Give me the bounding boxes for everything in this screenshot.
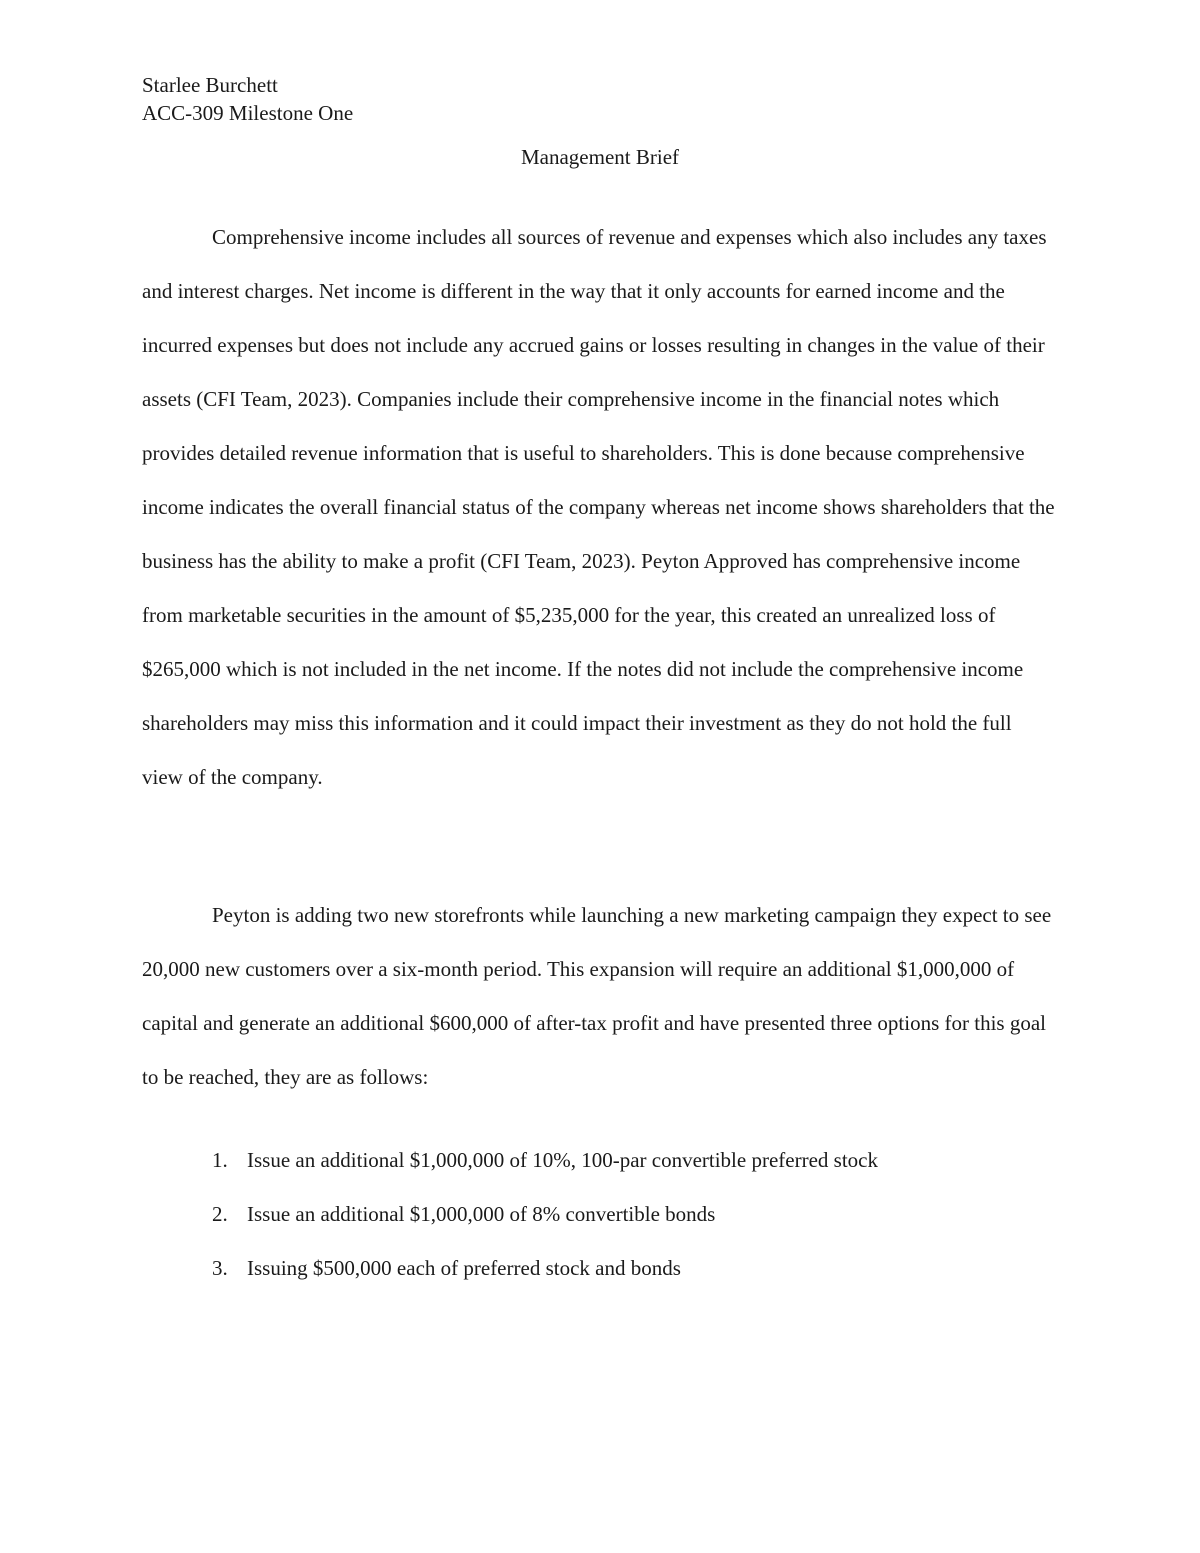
list-item-text: Issuing $500,000 each of preferred stock and bonds <box>247 1256 681 1280</box>
list-item-number: 3. <box>212 1256 228 1280</box>
document-title: Management Brief <box>520 145 680 169</box>
list-item <box>142 1187 1056 1241</box>
paragraph-expansion: Peyton is adding two new storefronts while launching a new marketing campaign they expect to see 20,000 new customers over a six-month period. This expansion will require an additional $1,000,000 of capital and generate an additional $600,000 of after-tax profit and have presented three options for this goal to be reached, they are as follows: <box>142 903 1052 1089</box>
paragraph-comprehensive-income: Comprehensive income includes all sources of revenue and expenses which also includes any taxes and interest charges. Net income is different in the way that it only accounts for earned income and the incurred expenses but does not include any accrued gains or losses resulting in changes in the value of their assets (CFI Team, 2023). Companies include their comprehensive income in the financial notes which provides detailed revenue information that is useful to shareholders. This is done because comprehensive income indicates the overall financial status of the company whereas net income shows shareholders that the business has the ability to make a profit (CFI Team, 2023). Peyton Approved has comprehensive income from marketable securities in the amount of $5,235,000 for the year, this created an unrealized loss of $265,000 which is not included in the net income. If the notes did not include the comprehensive income shareholders may miss this information and it could impact their investment as they do not hold the full view of the company. <box>142 225 1055 789</box>
list-item-number: 1. <box>212 1148 228 1172</box>
list-item-number: 2. <box>212 1202 228 1226</box>
list-item <box>142 1241 1056 1295</box>
course-title: ACC-309 Milestone One <box>142 101 354 125</box>
list-item <box>142 1133 1056 1187</box>
list-item-text: Issue an additional $1,000,000 of 8% convertible bonds <box>247 1202 716 1226</box>
author-name: Starlee Burchett <box>142 73 278 97</box>
list-item-text: Issue an additional $1,000,000 of 10%, 100-par convertible preferred stock <box>247 1148 878 1172</box>
options-list <box>142 1133 1056 1295</box>
